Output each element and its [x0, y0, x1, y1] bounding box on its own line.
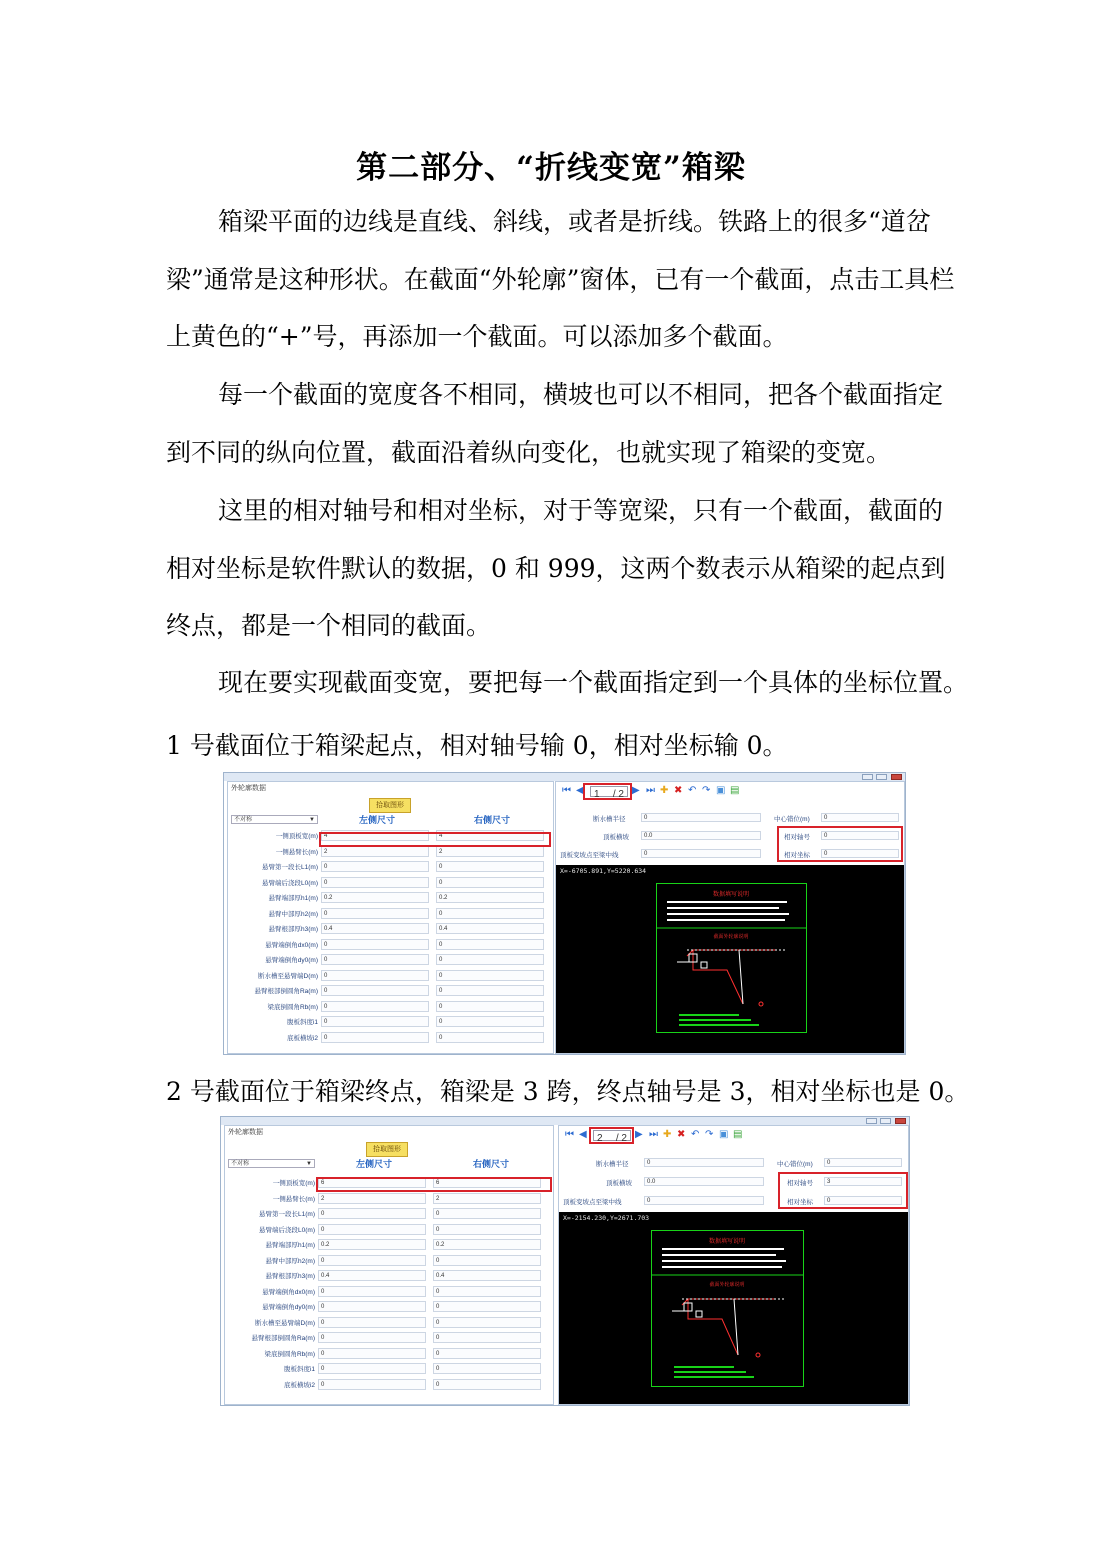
right-value-input[interactable]: 0.4 — [433, 1270, 541, 1281]
panel-title: 外轮廓数据 — [228, 1129, 263, 1136]
page-title: 第二部分、“折线变宽”箱梁 — [356, 150, 746, 186]
chevron-down-icon: ▼ — [306, 1161, 312, 1167]
caption-1: 1 号截面位于箱梁起点，相对轴号输 0，相对坐标输 0。 — [166, 731, 788, 760]
param-label: 腹板斜度i1 — [286, 1019, 318, 1026]
groove-radius-input[interactable]: 0 — [641, 813, 761, 822]
param-label: 梁底倒圆角Rb(m) — [264, 1350, 315, 1358]
undo-icon[interactable]: ↶ — [688, 785, 697, 796]
diagram-svg — [652, 1231, 803, 1386]
outline-data-panel — [227, 781, 554, 1054]
right-value-input[interactable]: 4 — [436, 830, 544, 841]
left-value-input[interactable]: 0 — [321, 1001, 429, 1012]
param-label: 腹板斜度i1 — [283, 1366, 315, 1373]
highlight-top-width — [316, 1177, 552, 1192]
groove-radius-input[interactable]: 0 — [644, 1158, 764, 1167]
param-label: 悬臂端倒角dy0(m) — [262, 1304, 315, 1311]
left-value-input[interactable]: 0 — [321, 970, 429, 981]
screenshot-section-2 — [220, 1116, 910, 1406]
slope-label: 顶板横坡 — [606, 1180, 632, 1187]
slope-label: 顶板横坡 — [603, 834, 629, 841]
window-titlebar — [221, 1117, 909, 1125]
param-label: 悬臂第一段长L1(m) — [262, 864, 318, 871]
highlight-page — [583, 783, 632, 800]
right-value-input[interactable]: 0 — [433, 1332, 541, 1343]
right-size-header: 右侧尺寸 — [473, 1159, 510, 1169]
slope-change-input[interactable]: 0 — [641, 849, 761, 858]
right-value-input[interactable]: 0 — [436, 877, 544, 888]
right-value-input[interactable]: 0.4 — [436, 923, 544, 934]
beam-section-drawing — [672, 1299, 784, 1357]
delete-icon[interactable]: ✖ — [677, 1129, 686, 1140]
first-page-icon[interactable]: ⏮ — [562, 785, 571, 796]
left-value-input[interactable]: 0 — [321, 1016, 429, 1027]
param-label: 断水槽至悬臂端D(m) — [255, 1319, 315, 1327]
diagram-subtitle: 截面外轮廓说明 — [713, 934, 749, 940]
rel-axis-label: 相对轴号 — [784, 834, 810, 841]
diagram-footnotes — [674, 1366, 754, 1378]
rel-coord-label: 相对坐标 — [787, 1199, 813, 1206]
slope-change-input[interactable]: 0 — [644, 1196, 764, 1205]
drawing-canvas[interactable] — [559, 1212, 908, 1404]
rel-axis-input[interactable]: 3 — [824, 1177, 902, 1186]
add-section-icon[interactable]: ✚ — [660, 785, 669, 796]
chevron-down-icon: ▼ — [309, 817, 315, 823]
section-panel — [558, 1125, 909, 1405]
left-value-input[interactable]: 0 — [318, 1348, 426, 1359]
paragraph-4: 现在要实现截面变宽，要把每一个截面指定到一个具体的坐标位置。 — [218, 668, 969, 697]
param-label: 悬臂中部厚h2(m) — [268, 910, 318, 918]
slope-input[interactable]: 0.0 — [644, 1177, 764, 1186]
left-value-input[interactable]: 0.4 — [318, 1270, 426, 1281]
left-value-input[interactable]: 2 — [318, 1193, 426, 1204]
section-diagram — [656, 883, 807, 1033]
left-value-input[interactable]: 0.4 — [321, 923, 429, 934]
diagram-notes — [667, 901, 789, 921]
add-section-icon[interactable]: ✚ — [663, 1129, 672, 1140]
diagram-svg — [657, 884, 806, 1032]
coordinate-readout: X=-2154.230,Y=2671.703 — [563, 1214, 650, 1222]
right-value-input[interactable]: 0 — [433, 1301, 541, 1312]
redo-icon[interactable]: ↷ — [705, 1129, 714, 1140]
left-value-input[interactable]: 0 — [318, 1317, 426, 1328]
param-label: 悬臂端部厚h1(m) — [268, 895, 318, 902]
paragraph-1: 箱梁平面的边线是直线、斜线，或者是折线。铁路上的很多“道岔梁”通常是这种形状。在截面“外轮廓”窗体，已有一个截面，点击工具栏上黄色的“+”号，再添加一个截面。可以添加多个截面。 — [166, 207, 955, 351]
left-value-input[interactable]: 0 — [321, 954, 429, 965]
right-value-input[interactable]: 0 — [433, 1286, 541, 1297]
param-label: 悬臂端倒角dy0(m) — [265, 957, 318, 964]
paragraph-2: 每一个截面的宽度各不相同，横坡也可以不相同，把各个截面指定到不同的纵向位置，截面沿着纵向变化，也就实现了箱梁的变宽。 — [166, 380, 944, 467]
right-value-input[interactable]: 0.2 — [436, 892, 544, 903]
minimize-icon[interactable] — [866, 1118, 877, 1124]
param-label: 悬臂端倒角dx0(m) — [262, 1288, 315, 1296]
minimize-icon[interactable] — [862, 774, 873, 780]
pick-shape-button[interactable]: 拾取图形 — [369, 798, 411, 813]
param-label: 悬臂端部厚h1(m) — [265, 1242, 315, 1249]
highlight-relative — [778, 1172, 908, 1209]
param-label: 悬臂端后浇段L0(m) — [262, 879, 318, 887]
right-value-input[interactable]: 0 — [433, 1379, 541, 1390]
left-value-input[interactable]: 0 — [321, 861, 429, 872]
right-value-input[interactable]: 0 — [433, 1363, 541, 1374]
prev-page-icon[interactable]: ◀ — [579, 1129, 587, 1140]
center-offset-input[interactable]: 0 — [821, 813, 899, 822]
right-value-input[interactable]: 0 — [436, 908, 544, 919]
right-value-input[interactable]: 0.2 — [433, 1239, 541, 1250]
right-value-input[interactable]: 0 — [436, 1016, 544, 1027]
param-label: 悬臂端倒角dx0(m) — [265, 941, 318, 949]
slope-change-label: 顶板变坡点至梁中线 — [563, 1199, 622, 1206]
param-label: 悬臂第一段长L1(m) — [259, 1211, 315, 1218]
panel-title: 外轮廓数据 — [231, 785, 266, 792]
left-value-input[interactable]: 0 — [321, 877, 429, 888]
diagram-subtitle: 截面外轮廓说明 — [709, 1282, 745, 1288]
rel-axis-label: 相对轴号 — [787, 1180, 813, 1187]
param-label: 悬臂根部倒圆角Ra(m) — [254, 988, 318, 995]
rel-coord-label: 相对坐标 — [784, 852, 810, 859]
right-value-input[interactable]: 0 — [436, 1001, 544, 1012]
last-page-icon[interactable]: ⏭ — [646, 785, 655, 796]
left-value-input[interactable]: 0 — [318, 1208, 426, 1219]
symmetry-select[interactable] — [228, 1159, 315, 1168]
window-titlebar — [224, 773, 905, 781]
maximize-icon[interactable] — [876, 774, 887, 780]
right-value-input[interactable]: 6 — [433, 1177, 541, 1188]
left-value-input[interactable]: 0.2 — [321, 892, 429, 903]
right-value-input[interactable]: 0 — [433, 1255, 541, 1266]
right-size-header: 右侧尺寸 — [474, 815, 511, 825]
right-value-input[interactable]: 0 — [433, 1348, 541, 1359]
left-value-input[interactable]: 0 — [318, 1224, 426, 1235]
left-value-input[interactable]: 4 — [321, 830, 429, 841]
highlight-page — [589, 1127, 634, 1144]
symmetry-value: 不对称 — [234, 817, 253, 823]
caption-2: 2 号截面位于箱梁终点，箱梁是 3 跨，终点轴号是 3，相对坐标也是 0。 — [166, 1077, 970, 1106]
screenshot-section-1 — [223, 772, 906, 1055]
page-current: 1 — [594, 789, 600, 800]
param-label: 悬臂中部厚h2(m) — [265, 1257, 315, 1265]
param-label: 底板横坡i2 — [283, 1381, 315, 1389]
left-value-input[interactable]: 2 — [321, 846, 429, 857]
left-size-header: 左侧尺寸 — [359, 815, 396, 825]
coordinate-readout: X=-6705.891,Y=5220.634 — [560, 867, 647, 875]
drawing-canvas[interactable] — [556, 865, 904, 1053]
section-diagram — [651, 1230, 804, 1387]
page-total: / 2 — [615, 1133, 627, 1144]
left-value-input[interactable]: 0 — [318, 1332, 426, 1343]
right-value-input[interactable]: 0 — [436, 970, 544, 981]
right-value-input[interactable]: 0 — [436, 985, 544, 996]
slope-change-label: 顶板变坡点至梁中线 — [560, 852, 619, 859]
beam-section-drawing — [677, 950, 787, 1006]
chart-icon[interactable]: ▣ — [716, 785, 726, 796]
right-value-input[interactable]: 2 — [433, 1193, 541, 1204]
right-value-input[interactable]: 0 — [436, 939, 544, 950]
first-page-icon[interactable]: ⏮ — [565, 1129, 574, 1140]
page-total: / 2 — [612, 789, 624, 800]
diagram-title: 数据填写说明 — [708, 1239, 746, 1245]
next-page-icon[interactable]: ▶ — [632, 785, 640, 796]
param-label: 一侧顶板宽(m) — [272, 1180, 315, 1187]
right-value-input[interactable]: 0 — [433, 1208, 541, 1219]
redo-icon[interactable]: ↷ — [702, 785, 711, 796]
diagram-title: 数据填写说明 — [712, 892, 750, 898]
groove-radius-label: 断水槽半径 — [596, 1161, 629, 1168]
prev-page-icon[interactable]: ◀ — [576, 785, 584, 796]
left-value-input[interactable]: 0 — [321, 939, 429, 950]
next-page-icon[interactable]: ▶ — [635, 1129, 643, 1140]
right-value-input[interactable]: 0 — [436, 1032, 544, 1043]
pick-shape-button[interactable]: 拾取图形 — [366, 1142, 408, 1157]
left-value-input[interactable]: 0 — [321, 1032, 429, 1043]
center-offset-label: 中心错位(m) — [774, 816, 810, 823]
table-icon[interactable]: ▤ — [733, 1129, 743, 1140]
left-value-input[interactable]: 0 — [321, 985, 429, 996]
paragraph-3: 这里的相对轴号和相对坐标，对于等宽梁，只有一个截面，截面的相对坐标是软件默认的数据，0 和 999，这两个数表示从箱梁的起点到终点，都是一个相同的截面。 — [166, 496, 946, 640]
delete-icon[interactable]: ✖ — [674, 785, 683, 796]
right-value-input[interactable]: 0 — [436, 861, 544, 872]
param-label: 底板横坡i2 — [286, 1034, 318, 1042]
left-value-input[interactable]: 6 — [318, 1177, 426, 1188]
left-value-input[interactable]: 0 — [318, 1379, 426, 1390]
maximize-icon[interactable] — [880, 1118, 891, 1124]
param-label: 一侧悬臂长(m) — [275, 848, 318, 856]
left-value-input[interactable]: 0 — [318, 1301, 426, 1312]
right-value-input[interactable]: 0 — [433, 1224, 541, 1235]
rel-coord-input[interactable]: 0 — [824, 1196, 902, 1205]
center-offset-input[interactable]: 0 — [824, 1158, 902, 1167]
right-value-input[interactable]: 0 — [436, 954, 544, 965]
highlight-top-width — [319, 832, 551, 847]
symmetry-select[interactable] — [231, 815, 318, 824]
left-value-input[interactable]: 0 — [318, 1255, 426, 1266]
param-label: 悬臂根部厚h3(m) — [268, 926, 318, 933]
param-label: 一侧悬臂长(m) — [272, 1195, 315, 1203]
left-value-input[interactable]: 0 — [318, 1363, 426, 1374]
rel-axis-input[interactable]: 0 — [821, 831, 899, 840]
param-label: 悬臂端后浇段L0(m) — [259, 1226, 315, 1234]
slope-input[interactable]: 0.0 — [641, 831, 761, 840]
last-page-icon[interactable]: ⏭ — [649, 1129, 658, 1140]
right-value-input[interactable]: 2 — [436, 846, 544, 857]
section-panel — [555, 781, 905, 1054]
rel-coord-input[interactable]: 0 — [821, 849, 899, 858]
param-label: 悬臂根部厚h3(m) — [265, 1273, 315, 1280]
left-value-input[interactable]: 0 — [321, 908, 429, 919]
param-label: 断水槽至悬臂端D(m) — [258, 972, 318, 980]
undo-icon[interactable]: ↶ — [691, 1129, 700, 1140]
page-current: 2 — [597, 1133, 603, 1144]
diagram-notes — [662, 1248, 786, 1268]
outline-data-panel — [224, 1125, 554, 1405]
symmetry-value: 不对称 — [231, 1161, 250, 1167]
close-icon[interactable] — [891, 774, 902, 780]
diagram-footnotes — [679, 1014, 759, 1026]
center-offset-label: 中心错位(m) — [777, 1161, 813, 1168]
left-value-input[interactable]: 0 — [318, 1286, 426, 1297]
highlight-relative — [777, 826, 903, 862]
chart-icon[interactable]: ▣ — [719, 1129, 729, 1140]
param-label: 梁底倒圆角Rb(m) — [267, 1003, 318, 1011]
left-size-header: 左侧尺寸 — [356, 1159, 393, 1169]
param-label: 一侧顶板宽(m) — [275, 833, 318, 840]
left-value-input[interactable]: 0.2 — [318, 1239, 426, 1250]
close-icon[interactable] — [895, 1118, 906, 1124]
table-icon[interactable]: ▤ — [730, 785, 740, 796]
right-value-input[interactable]: 0 — [433, 1317, 541, 1328]
param-label: 悬臂根部倒圆角Ra(m) — [251, 1335, 315, 1342]
groove-radius-label: 断水槽半径 — [593, 816, 626, 823]
